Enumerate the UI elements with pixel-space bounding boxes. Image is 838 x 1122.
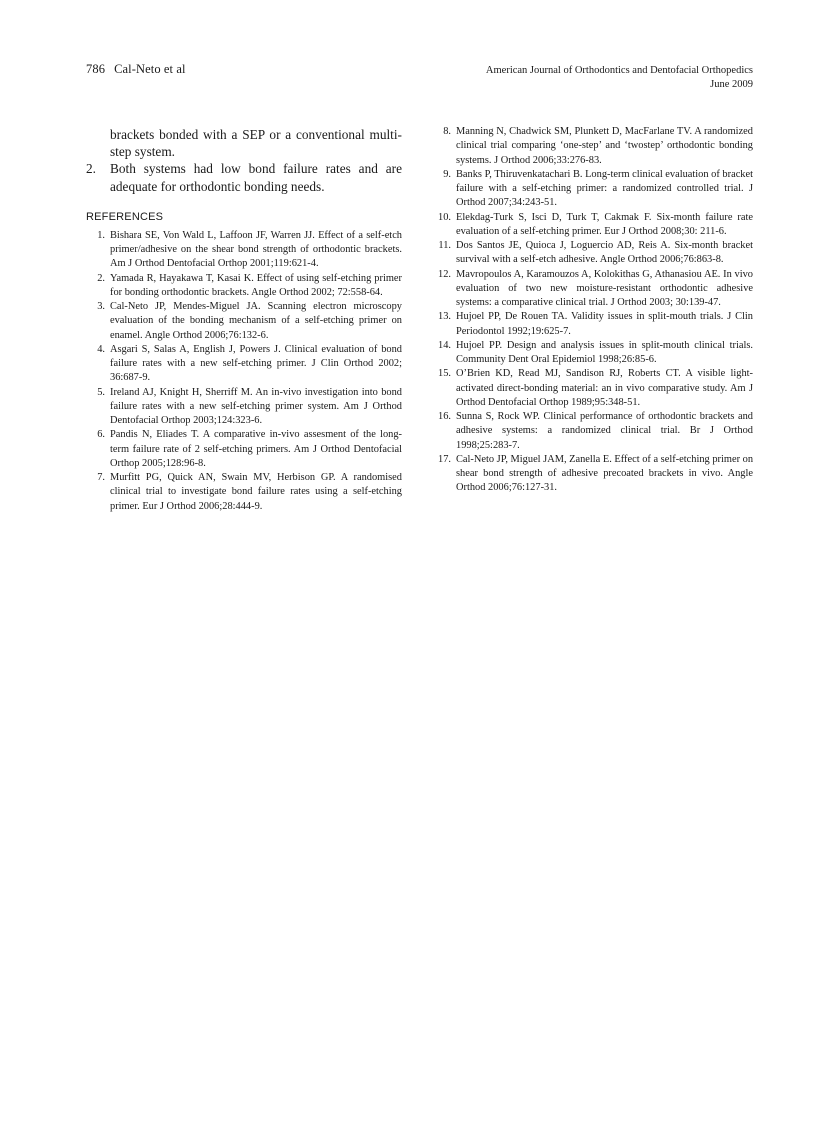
reference-item bbox=[436, 367, 753, 410]
reference-item bbox=[436, 310, 753, 339]
reference-item bbox=[436, 339, 753, 368]
reference-number: 11. bbox=[438, 240, 451, 251]
reference-number: 3. bbox=[97, 301, 105, 313]
reference-number: 8. bbox=[443, 126, 451, 137]
reference-text: Ireland AJ, Knight H, Sherriff M. An in-vivo investigation into bond failure rates with a new self-etching primer system. Am J Orthod Dentofacial Orthop 2003;124:323-6. bbox=[110, 386, 402, 427]
reference-item bbox=[86, 471, 402, 514]
reference-item bbox=[436, 453, 753, 496]
reference-number: 12. bbox=[438, 268, 451, 280]
reference-text: Cal-Neto JP, Miguel JAM, Zanella E. Effect of a self-etching primer on shear bond strength of adhesive precoated brackets in vivo. Angle Orthod 2006;76:127-31. bbox=[456, 453, 754, 494]
running-head-right bbox=[486, 64, 753, 92]
reference-item bbox=[86, 229, 402, 272]
reference-item bbox=[86, 272, 402, 301]
reference-number: 5. bbox=[97, 386, 105, 398]
conclusion-item-1-continuation: brackets bonded with a SEP or a conventional multi-step system. bbox=[110, 127, 402, 160]
references-heading: REFERENCES bbox=[86, 210, 164, 223]
reference-text: Banks P, Thiruvenkatachari B. Long-term clinical evaluation of bracket failure with a self-etching primer: a randomized controlled trial. J Orthod 2007;34:243-51. bbox=[456, 168, 753, 209]
reference-item bbox=[86, 428, 402, 471]
reference-number: 4. bbox=[97, 343, 105, 355]
reference-text: Cal-Neto JP, Mendes-Miguel JA. Scanning electron microscopy evaluation of the bonding mechanism of a self-etching primer on enamel. Angle Orthod 2006;76:132-6. bbox=[110, 301, 402, 341]
right-column bbox=[436, 125, 753, 496]
reference-number: 9. bbox=[443, 168, 451, 180]
conclusions-list bbox=[86, 126, 402, 195]
running-head-left bbox=[86, 62, 186, 77]
reference-number: 14. bbox=[438, 339, 451, 351]
reference-item bbox=[86, 300, 402, 343]
journal-title: American Journal of Orthodontics and Dentofacial Orthopedics bbox=[485, 65, 753, 76]
reference-text: Bishara SE, Von Wald L, Laffoon JF, Warren JJ. Effect of a self-etch primer/adhesive on the shear bond strength of orthodontic brackets. Am J Orthod Dentofacial Orthop 2001;119:621-4. bbox=[110, 229, 402, 270]
reference-item bbox=[86, 343, 402, 386]
running-head-authors: Cal-Neto et al bbox=[114, 62, 186, 76]
reference-item bbox=[436, 168, 753, 211]
reference-number: 17. bbox=[438, 453, 451, 465]
reference-number: 10. bbox=[438, 211, 451, 223]
reference-number: 1. bbox=[97, 229, 105, 241]
reference-list-left bbox=[86, 229, 402, 514]
page-number: 786 bbox=[86, 62, 106, 76]
reference-item bbox=[86, 386, 402, 429]
issue-date: June 2009 bbox=[710, 79, 753, 90]
reference-item bbox=[436, 239, 753, 268]
reference-text: Yamada R, Hayakawa T, Kasai K. Effect of using self-etching primer for bonding orthodontic brackets. Angle Orthod 2002; 72:558-64. bbox=[110, 272, 402, 298]
reference-number: 13. bbox=[438, 311, 451, 323]
reference-number: 7. bbox=[97, 472, 105, 484]
reference-text: Elekdag-Turk S, Isci D, Turk T, Cakmak F. Six-month failure rate evaluation of a self-etching primer. Eur J Orthod 2008;30: 211-6. bbox=[456, 211, 753, 237]
reference-text: Sunna S, Rock WP. Clinical performance of orthodontic brackets and adhesive systems: a randomized clinical trial. Br J Orthod 1998;25:283-7. bbox=[456, 411, 753, 451]
reference-text: Hujoel PP, De Rouen TA. Validity issues in split-mouth trials. J Clin Periodontol 1992;19:625-7. bbox=[456, 311, 753, 337]
reference-text: Hujoel PP. Design and analysis issues in split-mouth clinical trials. Community Dent Oral Epidemiol 1998;26:85-6. bbox=[456, 339, 753, 365]
conclusion-item-text: Both systems had low bond failure rates and are adequate for orthodontic bonding needs. bbox=[110, 161, 402, 194]
conclusion-item bbox=[86, 160, 402, 194]
reference-text: Mavropoulos A, Karamouzos A, Kolokithas G, Athanasiou AE. In vivo evaluation of two new moisture-resistant orthodontic adhesive systems: a comparative clinical trial. J Orthod 2003; 30:139-47. bbox=[456, 268, 753, 308]
reference-text: Manning N, Chadwick SM, Plunkett D, MacFarlane TV. A randomized clinical trial comparing ‘one-step’ and ‘twostep’ orthodontic bonding systems. J Orthod 2006;33:276-83. bbox=[456, 126, 753, 166]
reference-item bbox=[436, 410, 753, 453]
reference-number: 6. bbox=[97, 429, 105, 441]
reference-number: 16. bbox=[438, 411, 451, 422]
reference-text: Murfitt PG, Quick AN, Swain MV, Herbison GP. A randomised clinical trial to investigate bond failure rates using a self-etching primer. Eur J Orthod 2006;28:444-9. bbox=[110, 472, 402, 512]
reference-item bbox=[436, 211, 753, 240]
reference-item bbox=[436, 125, 753, 168]
reference-text: Asgari S, Salas A, English J, Powers J. Clinical evaluation of bond failure rates with a new self-etching primer. J Clin Orthod 2002; 36:687-9. bbox=[110, 343, 402, 384]
reference-text: Dos Santos JE, Quioca J, Loguercio AD, Reis A. Six-month bracket survival with a self-etch adhesive. Angle Orthod 2006;76:863-8. bbox=[456, 240, 753, 266]
conclusion-item-number: 2. bbox=[86, 161, 96, 177]
reference-text: Pandis N, Eliades T. A comparative in-vivo assesment of the long-term failure rate of 2 self-etching primers. Am J Orthod Dentofacial Orthop 2005;128:96-8. bbox=[110, 429, 402, 469]
reference-number: 2. bbox=[97, 272, 105, 284]
reference-number: 15. bbox=[438, 368, 451, 380]
reference-list-right bbox=[436, 125, 753, 496]
reference-text: O’Brien KD, Read MJ, Sandison RJ, Roberts CT. A visible light-activated direct-bonding material: an in vivo comparative study. Am J Orthod Dentofacial Orthop 1989;95:348-51. bbox=[456, 368, 753, 408]
reference-item bbox=[436, 268, 753, 311]
left-column bbox=[86, 126, 402, 514]
